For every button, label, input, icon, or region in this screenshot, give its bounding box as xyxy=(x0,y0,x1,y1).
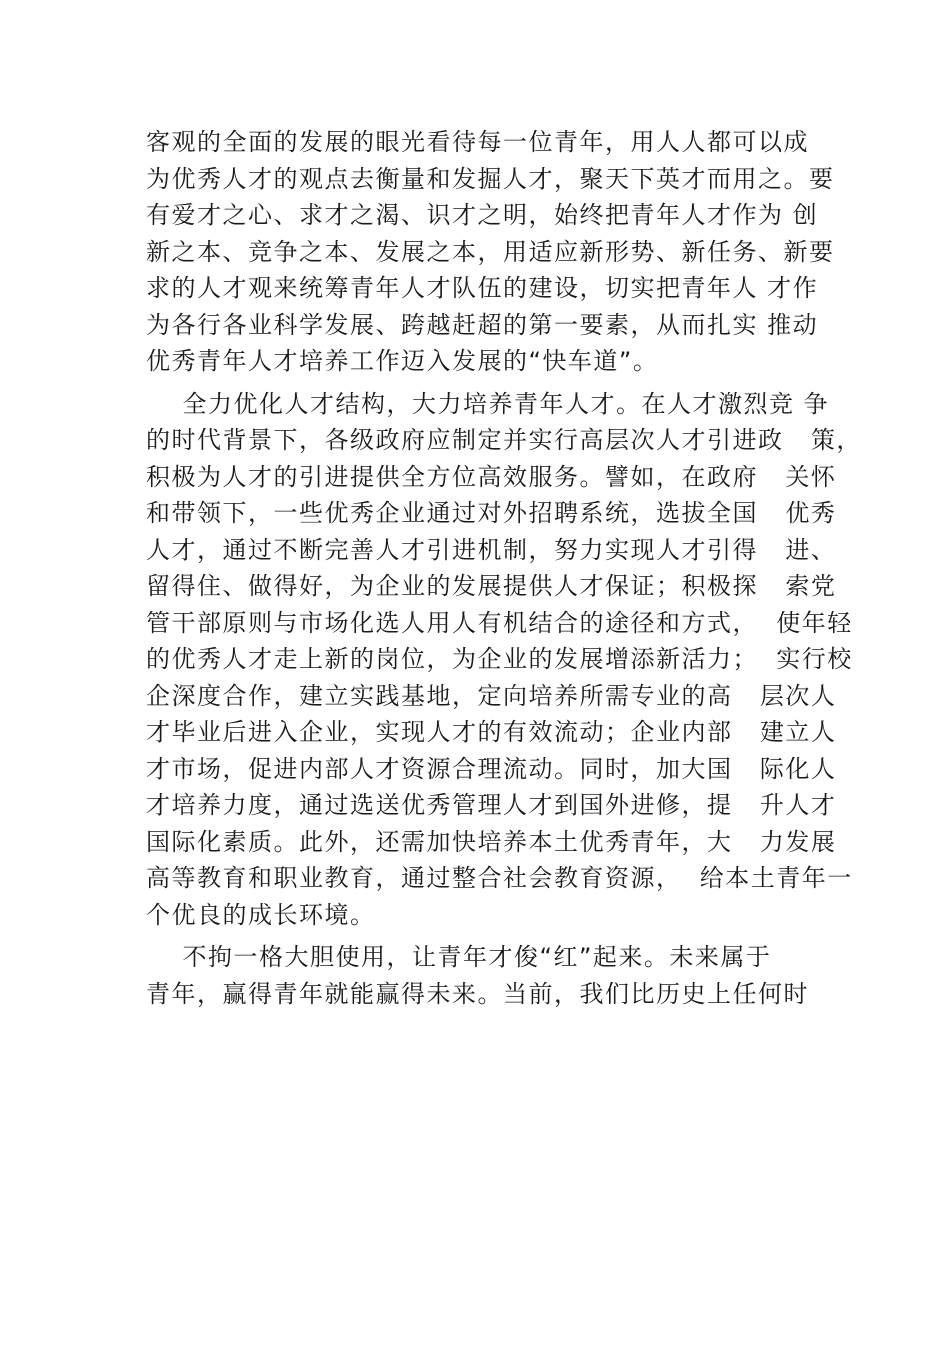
text-line: 的优秀人才走上新的岗位，为企业的发展增添新活力； 实行校 xyxy=(146,645,853,673)
body-text xyxy=(146,124,862,1012)
text-line: 新之本、竞争之本、发展之本，用适应新形势、新任务、新要 xyxy=(146,237,835,266)
text-line: 不拘一格大胆使用，让青年才俊“红”起来。未来属于 xyxy=(146,943,772,971)
text-line: 国际化素质。此外，还需加快培养本土优秀青年，大 力发展 xyxy=(146,827,837,856)
text-line: 为各行各业科学发展、跨越赶超的第一要素，从而扎实 推动 xyxy=(146,310,819,339)
text-line: 才市场，促进内部人才资源合理流动。同时，加大国 际化人 xyxy=(146,754,837,783)
text-line: 个优良的成长环境。 xyxy=(146,900,376,929)
text-line: 和带领下，一些优秀企业通过对外招聘系统，选拔全国 优秀 xyxy=(146,499,837,527)
text-line: 积极为人才的引进提供全方位高效服务。譬如，在政府 关怀 xyxy=(146,462,837,491)
text-line: 优秀青年人才培养工作迈入发展的“快车道”。 xyxy=(146,347,659,375)
text-line: 求的人才观来统筹青年人才队伍的建设，切实把青年人 才作 xyxy=(146,274,819,302)
text-line: 企深度合作，建立实践基地，定向培养所需专业的高 层次人 xyxy=(146,681,837,710)
text-line: 客观的全面的发展的眼光看待每一位青年，用人人都可以成 xyxy=(146,128,809,156)
text-line: 青年，赢得青年就能赢得未来。当前，我们比历史上任何时 xyxy=(146,979,809,1008)
text-line: 人才，通过不断完善人才引进机制，努力实现人才引得 进、 xyxy=(146,535,837,564)
text-line: 才培养力度，通过选送优秀管理人才到国外进修，提 升人才 xyxy=(146,791,837,819)
text-line: 才毕业后进入企业，实现人才的有效流动；企业内部 建立人 xyxy=(146,718,837,746)
text-line: 为优秀人才的观点去衡量和发掘人才，聚天下英才而用之。要 xyxy=(146,164,835,193)
paragraph-1 xyxy=(146,124,836,380)
paragraph-2 xyxy=(146,386,862,934)
text-line: 有爱才之心、求才之渴、识才之明，始终把青年人才作为 创 xyxy=(146,201,819,229)
text-line: 全力优化人才结构，大力培养青年人才。在人才激烈竞 争 xyxy=(146,389,830,418)
text-line: 留得住、做得好，为企业的发展提供人才保证；积极探 索党 xyxy=(146,572,837,600)
text-line: 的时代背景下，各级政府应制定并实行高层次人才引进政 策， xyxy=(146,426,862,454)
text-line: 高等教育和职业教育，通过整合社会教育资源， 给本土青年一 xyxy=(146,864,853,892)
paragraph-3 xyxy=(146,939,836,1012)
text-line: 管干部原则与市场化选人用人有机结合的途径和方式， 使年轻 xyxy=(146,608,853,637)
